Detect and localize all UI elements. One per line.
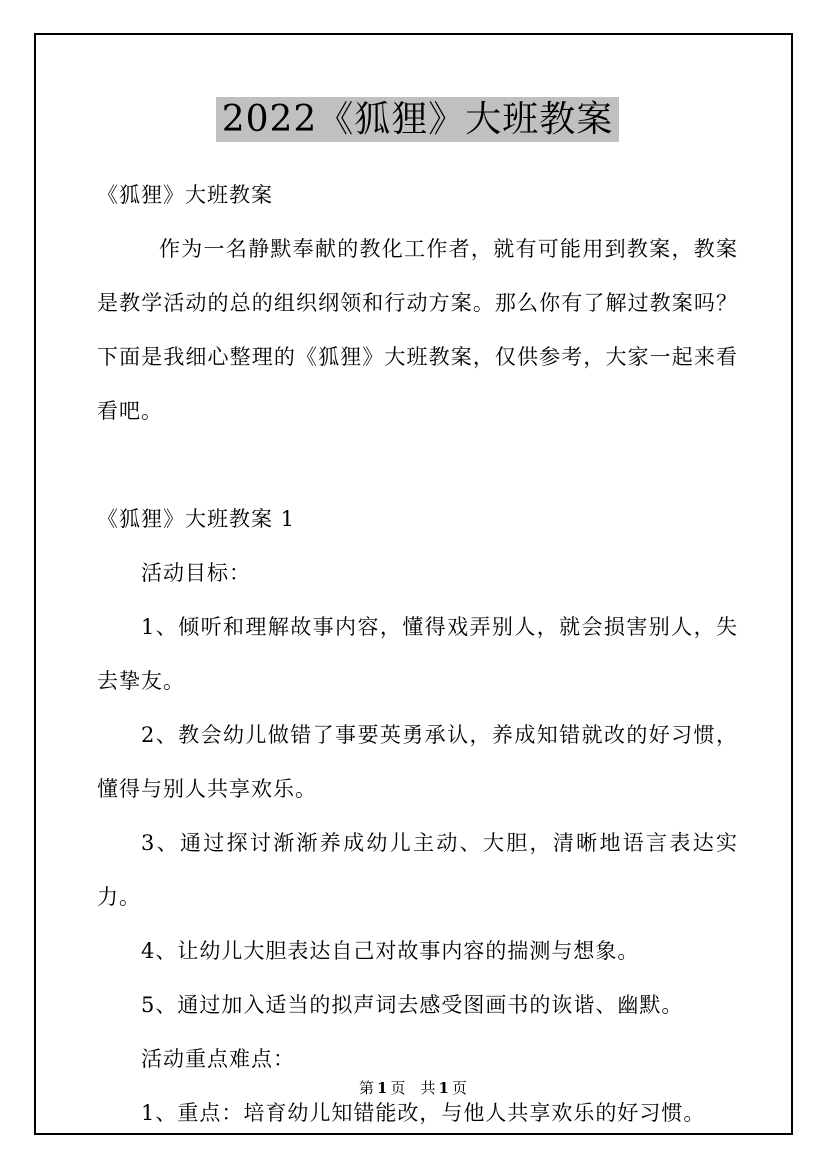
document-content [97, 0, 738, 1140]
paragraph: 4、让幼儿大胆表达自己对故事内容的揣测与想象。 [141, 939, 640, 963]
paragraph: 2、教会幼儿做错了事要英勇承认，养成知错就改的好习惯，懂得与别人共享欢乐。 [97, 723, 738, 801]
paragraph: 《狐狸》大班教案 1 [97, 507, 296, 531]
paragraph: 1、重点：培育幼儿知错能改，与他人共享欢乐的好习惯。 [141, 1101, 706, 1125]
document-body [97, 168, 738, 1140]
paragraph: 活动重点难点： [141, 1047, 295, 1071]
paragraph: 1、倾听和理解故事内容，懂得戏弄别人，就会损害别人，失去挚友。 [97, 615, 738, 693]
paragraph: 《狐狸》大班教案 [97, 183, 273, 207]
footer-page-post: 页 [390, 1079, 407, 1097]
paragraph: 3、通过探讨渐渐养成幼儿主动、大胆，清晰地语言表达实力。 [97, 831, 738, 909]
paragraph: 活动目标： [141, 561, 251, 585]
footer-page-number: 1 [377, 1079, 389, 1097]
paragraph: 5、通过加入适当的拟声词去感受图画书的诙谐、幽默。 [141, 993, 684, 1017]
paragraph: 作为一名静默奉献的教化工作者，就有可能用到教案，教案是教学活动的总的组织纲领和行动方案。那么你有了解过教案吗？下面是我细心整理的《狐狸》大班教案，仅供参考，大家一起来看看吧。 [97, 237, 738, 423]
footer-total-number: 1 [438, 1079, 450, 1097]
footer-page-pre: 第 [359, 1079, 376, 1097]
page-title [97, 96, 738, 144]
title-highlight: 2022《狐狸》大班教案 [216, 97, 620, 142]
footer-total-pre: 共 [420, 1079, 437, 1097]
blank-line [97, 438, 738, 492]
footer-total-post: 页 [451, 1079, 468, 1097]
page-footer [0, 1078, 827, 1098]
